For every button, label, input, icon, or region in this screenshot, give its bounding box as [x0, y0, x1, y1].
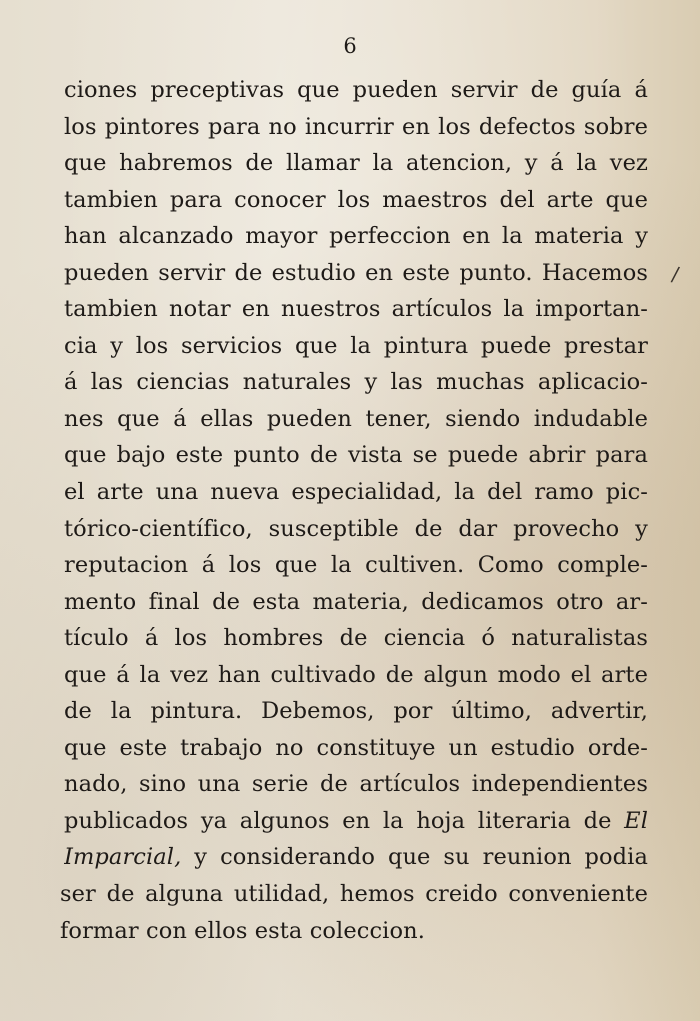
body-text — [60, 72, 648, 949]
text-line: tórico-científico, susceptible de dar provecho y — [64, 515, 648, 542]
italic-title-end: Imparcial, — [64, 844, 182, 871]
text-line: que este trabajo no constituye un estudio orde- — [64, 734, 648, 761]
margin-mark: / — [669, 261, 681, 287]
text-line: que bajo este punto de vista se puede abrir para — [64, 442, 648, 469]
text-line: nes que á ellas pueden tener, siendo indudable — [64, 405, 648, 432]
text-line: los pintores para no incurrir en los defectos sobre — [64, 113, 648, 140]
italic-title-start: El — [624, 807, 648, 834]
text-line-with-italic — [64, 803, 648, 840]
text-line: han alcanzado mayor perfeccion en la materia y — [64, 223, 648, 250]
text-line: ciones preceptivas que pueden servir de guía á — [64, 77, 648, 103]
text-line: cia y los servicios que la pintura puede prestar — [64, 332, 648, 359]
text-line: tambien para conocer los maestros del arte que — [64, 186, 648, 213]
text-line: pueden servir de estudio en este punto. Hacemos — [64, 259, 648, 286]
text-segment: y considerando que su reunion podia — [181, 844, 648, 871]
text-line: tículo á los hombres de ciencia ó naturalistas — [64, 625, 648, 652]
text-segment: publicados ya algunos en la hoja literaria de — [64, 807, 612, 834]
text-line: reputacion á los que la cultiven. Como comple- — [64, 552, 648, 579]
text-line-final: formar con ellos esta coleccion. — [60, 917, 425, 944]
text-line: que á la vez han cultivado de algun modo el arte — [64, 661, 648, 688]
text-line: á las ciencias naturales y las muchas aplicacio- — [64, 369, 648, 396]
text-line: que habremos de llamar la atencion, y á la vez — [64, 150, 648, 177]
text-line: ser de alguna utilidad, hemos creido conveniente — [60, 881, 648, 908]
text-line: mento final de esta materia, dedicamos otro ar- — [64, 588, 648, 615]
text-line-with-italic — [64, 839, 648, 876]
text-line: nado, sino una serie de artículos independientes — [64, 771, 648, 798]
text-line: tambien notar en nuestros artículos la importan- — [64, 296, 648, 323]
page-number: 6 — [343, 34, 357, 58]
text-line: el arte una nueva especialidad, la del ramo pic- — [64, 479, 648, 506]
text-line: de la pintura. Debemos, por último, advertir, — [64, 698, 648, 725]
